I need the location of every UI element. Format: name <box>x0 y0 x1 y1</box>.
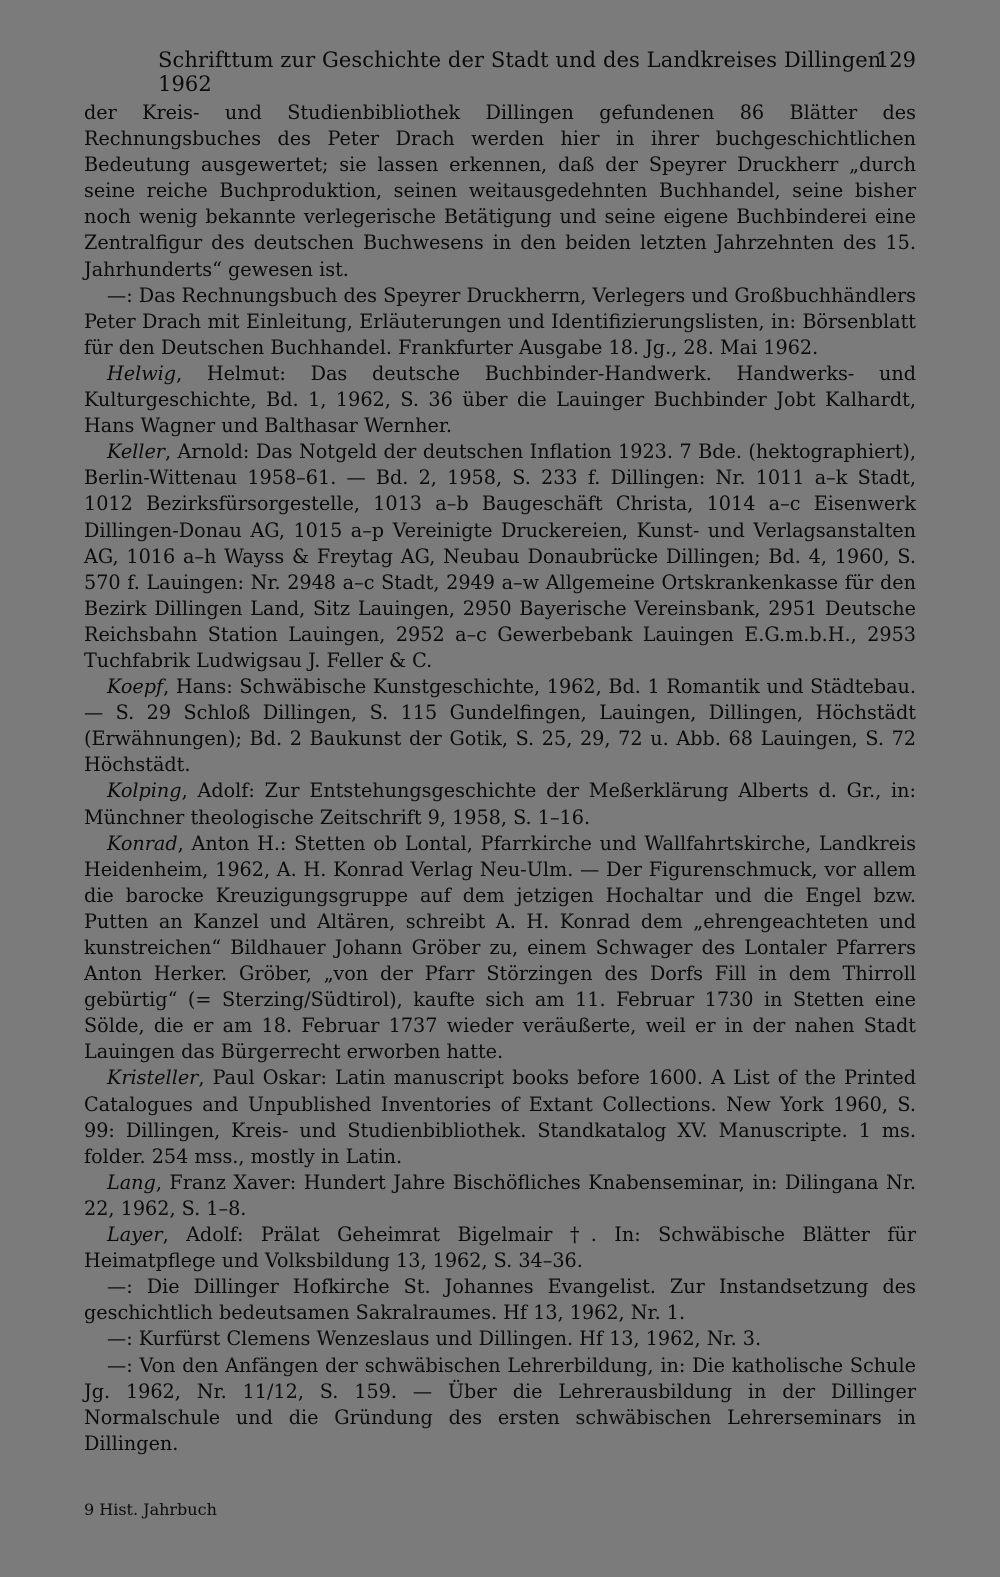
entry-text: —: Die Dillinger Hofkirche St. Johannes Evangelist. Zur Instandsetzung des geschichtlich bedeutsamen Sakralraumes. Hf 13, 1962, Nr. 1. <box>84 1275 916 1325</box>
page-number: 129 <box>875 48 916 72</box>
entry-text: , Franz Xaver: Hundert Jahre Bischöfliches Knabenseminar, in: Dilingana Nr. 22, 1962, S. 1–8. <box>84 1170 916 1220</box>
running-header <box>150 48 916 96</box>
author-name: Koepf <box>107 675 164 699</box>
author-name: Helwig <box>107 361 177 385</box>
entry-text: , Arnold: Das Notgeld der deutschen Inflation 1923. 7 Bde. (hektographiert), Berlin-Wittenau 1958–61. — Bd. 2, 1958, S. 233 f. Dillingen: Nr. 1011 a–k Stadt, 1012 Bezirksfürsorgestelle, 1013 a–b Baugeschäft Christa, 1014 a–c Eisenwerk Dillingen-Donau AG, 1015 a–p Vereinigte Druckereien, Kunst- und Verlagsanstalten AG, 1016 a–h Wayss & Freytag AG, Neubau Donaubrücke Dillingen; Bd. 4, 1960, S. 570 f. Lauingen: Nr. 2948 a–c Stadt, 2949 a–w Allgemeine Ortskrankenkasse für den Bezirk Dillingen Land, Sitz Lauingen, 2950 Bayerische Vereinsbank, 2951 Deutsche Reichsbahn Station Lauingen, 2952 a–c Gewerbebank Lauingen E.G.m.b.H., 2953 Tuchfabrik Ludwigsau J. Feller & C. <box>84 440 916 672</box>
paragraph <box>84 1326 916 1352</box>
paragraph <box>84 361 916 439</box>
author-name: Kolping <box>107 779 182 803</box>
author-name: Kristeller <box>107 1066 199 1090</box>
author-name: Keller <box>107 440 165 464</box>
author-name: Lang <box>107 1170 156 1194</box>
paragraph <box>84 1222 916 1274</box>
paragraph <box>84 100 916 283</box>
entry-text: —: Von den Anfängen der schwäbischen Lehrerbildung, in: Die katholische Schule Jg. 1962, Nr. 11/12, S. 159. — Über die Lehrerausbildung in der Dillinger Normalschule und die Gründung des ersten schwäbischen Lehrerseminars in Dillingen. <box>84 1353 916 1455</box>
paragraph <box>84 439 916 674</box>
entry-text: , Helmut: Das deutsche Buchbinder-Handwerk. Handwerks- und Kulturgeschichte, Bd. 1, 1962, S. 36 über die Lauinger Buchbinder Jobt Kalhardt, Hans Wagner und Balthasar Wernher. <box>84 361 916 438</box>
entry-text: , Hans: Schwäbische Kunstgeschichte, 1962, Bd. 1 Romantik und Städtebau. — S. 29 Schloß Dillingen, S. 115 Gundelfingen, Lauingen, Dillingen, Höchstädt (Erwähnungen); Bd. 2 Baukunst der Gotik, S. 25, 29, 72 u. Abb. 68 Lauingen, S. 72 Höchstädt. <box>84 675 916 777</box>
paragraph <box>84 1170 916 1222</box>
running-title: Schrifttum zur Geschichte der Stadt und des Landkreises Dillingen 1962 <box>158 48 882 96</box>
entry-text: —: Kurfürst Clemens Wenzeslaus und Dillingen. Hf 13, 1962, Nr. 3. <box>107 1327 762 1351</box>
paragraph <box>84 831 916 1066</box>
paragraph <box>84 1274 916 1326</box>
entry-text: der Kreis- und Studienbibliothek Dillingen gefundenen 86 Blätter des Rechnungsbuches des Peter Drach werden hier in ihrer buchgeschichtlichen Bedeutung ausgewertet; sie lassen erkennen, daß der Speyrer Druckherr „durch seine reiche Buchproduktion, seinen weitausgedehnten Buchhandel, seine bisher noch wenig bekannte verlegerische Betätigung und seine eigene Buchbinderei eine Zentralfigur des deutschen Buchwesens in den beiden letzten Jahrzehnten des 15. Jahrhunderts“ gewesen ist. <box>84 101 916 281</box>
entry-text: , Adolf: Zur Entstehungsgeschichte der Meßerklärung Alberts d. Gr., in: Münchner theologische Zeitschrift 9, 1958, S. 1–16. <box>84 779 916 829</box>
paragraph <box>84 778 916 830</box>
paragraph <box>84 674 916 778</box>
printer-signature: 9 Hist. Jahrbuch <box>84 1500 217 1519</box>
author-name: Konrad <box>107 831 178 855</box>
paragraph <box>84 1065 916 1169</box>
paragraph <box>84 1353 916 1457</box>
entry-text: —: Das Rechnungsbuch des Speyrer Druckherrn, Verlegers und Großbuchhändlers Peter Drach mit Einleitung, Erläuterungen und Identifizierungslisten, in: Börsenblatt für den Deutschen Buchhandel. Frankfurter Ausgabe 18. Jg., 28. Mai 1962. <box>84 283 916 359</box>
author-name: Layer <box>107 1223 163 1247</box>
entry-text: , Anton H.: Stetten ob Lontal, Pfarrkirche und Wallfahrtskirche, Landkreis Heidenheim, 1962, A. H. Konrad Verlag Neu-Ulm. — Der Figurenschmuck, vor allem die barocke Kreuzigungsgruppe auf dem jetzigen Hochaltar und die Engel bzw. Putten an Kanzel und Altären, schreibt A. H. Konrad dem „ehrengeachteten und kunstreichen“ Bildhauer Johann Gröber zu, einem Schwager des Lontaler Pfarrers Anton Herker. Gröber, „von der Pfarr Störzingen des Dorfs Fill in dem Thirroll gebürtig“ (= Sterzing/Südtirol), kaufte sich am 11. Februar 1730 in Stetten eine Sölde, die er am 18. Februar 1737 wieder veräußerte, weil er in der nahen Stadt Lauingen das Bürgerrecht erworben hatte. <box>84 831 916 1064</box>
entry-text: , Adolf: Prälat Geheimrat Bigelmair †. In: Schwäbische Blätter für Heimatpflege und Volksbildung 13, 1962, S. 34–36. <box>84 1223 916 1273</box>
text-body <box>84 100 916 1457</box>
paragraph <box>84 283 916 361</box>
entry-text: , Paul Oskar: Latin manuscript books before 1600. A List of the Printed Catalogues and Unpublished Inventories of Extant Collections. New York 1960, S. 99: Dillingen, Kreis- und Studienbibliothek. Standkatalog XV. Manuscripte. 1 ms. folder. 254 mss., mostly in Latin. <box>84 1066 916 1168</box>
